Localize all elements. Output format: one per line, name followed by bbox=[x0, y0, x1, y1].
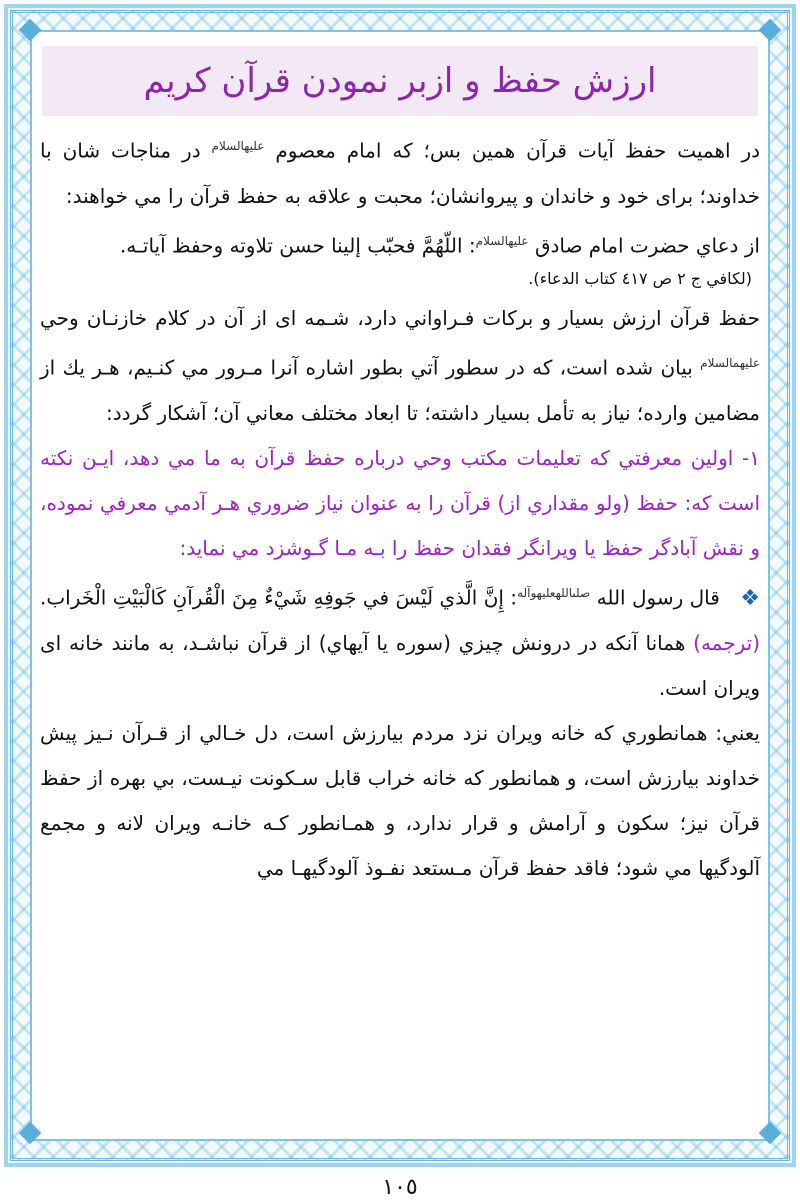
text-span: در مناجات شان با خداوند؛ براى خود و خاندان و پيروانشان؛ محبت و علاقه به حفظ قرآن را مي خواهند: bbox=[40, 138, 760, 208]
paragraph-hadith bbox=[40, 571, 760, 711]
page-title: ارزش حفظ و ازبر نمودن قرآن کریم bbox=[143, 61, 657, 101]
text-span: قال رسول الله bbox=[596, 585, 720, 610]
paragraph-dua bbox=[40, 219, 760, 269]
title-banner bbox=[42, 46, 758, 116]
translation-label: (ترجمه) bbox=[693, 630, 760, 655]
hadith-text: : إِنَّ الَّذي لَيْسَ في جَوفِهِ شَيْءٌ مِنَ الْقُرآنِ كَالْبَيْتِ الْخَراب. bbox=[40, 585, 518, 610]
paragraph-benefits bbox=[40, 296, 760, 436]
text-span: همانا آنكه در درونش چيزي (سوره يا آيهاي) از قرآن نباشـد، به مانند خانه اى ويران است. bbox=[40, 630, 760, 700]
honorific: عليهالسلام bbox=[211, 139, 265, 153]
citation: (لكافي ج ٢ ص ٤١٧ كتاب الدعاء). bbox=[528, 269, 752, 289]
text-span: بيان شده است، كه در سطور آتي بطور اشاره آنرا مـرور مي كنـيم، هـر يك از مضامين وارده؛ نياز به تأمل بسيار داشته؛ تا ابعاد مختلف معاني آن؛ آشكار گردد: bbox=[40, 355, 760, 425]
article-body bbox=[40, 124, 760, 891]
page-number: ١٠٥ bbox=[382, 1175, 418, 1200]
dua-text: : اللّهُمَّ فحبّب إلينا حسن تلاوته وحفظ آياتـه. bbox=[119, 233, 476, 258]
honorific: عليهالسلام bbox=[475, 233, 529, 248]
honorific: عليهمالسلام bbox=[700, 356, 761, 371]
paragraph-intro bbox=[40, 124, 760, 219]
text-span: در اهميت حفظ آيات قرآن همين بس؛ كه امام معصوم bbox=[275, 138, 761, 163]
honorific: صلىاللهعليهوآله bbox=[517, 585, 591, 600]
text-span: از دعاي حضرت امام صادق bbox=[534, 233, 760, 258]
diamond-bullet-icon: ❖ bbox=[740, 585, 760, 611]
text-span: حفظ قرآن ارزش بسيار و بركات فـراواني دارد، شـمه اى از آن در كلام خازنـان وحي bbox=[40, 306, 760, 331]
paragraph-explanation: يعني: همانطوري كه خانه ويران نزد مردم بيارزش است، دل خـالي از قـرآن نـيز پيش خداوند بيارزش است، و همانطور كه خانه خراب قابل سـكونت نيـست، بي بهره از حفظ قرآن نيز؛ سكون و آرامش و قرار ندارد، و همـانطور كـه خانـه ويران لانه و مجمع آلودگيها مي شود؛ فاقد حفظ قرآن مـستعد نفـوذ آلودگيهـا مي bbox=[40, 720, 760, 880]
paragraph-point-one: ١- اولين معرفتي كه تعليمات مكتب وحي درباره حفظ قرآن به ما مي دهد، ايـن نكته است كه: حفظ (ولو مقداري از) قرآن را به عنوان نياز ضروري هـر آدمي معرفي نموده، و نقش آبادگر حفظ يا ويرانگر فقدان حفظ را بـه مـا گـوشزد مي نمايد: bbox=[40, 445, 760, 560]
